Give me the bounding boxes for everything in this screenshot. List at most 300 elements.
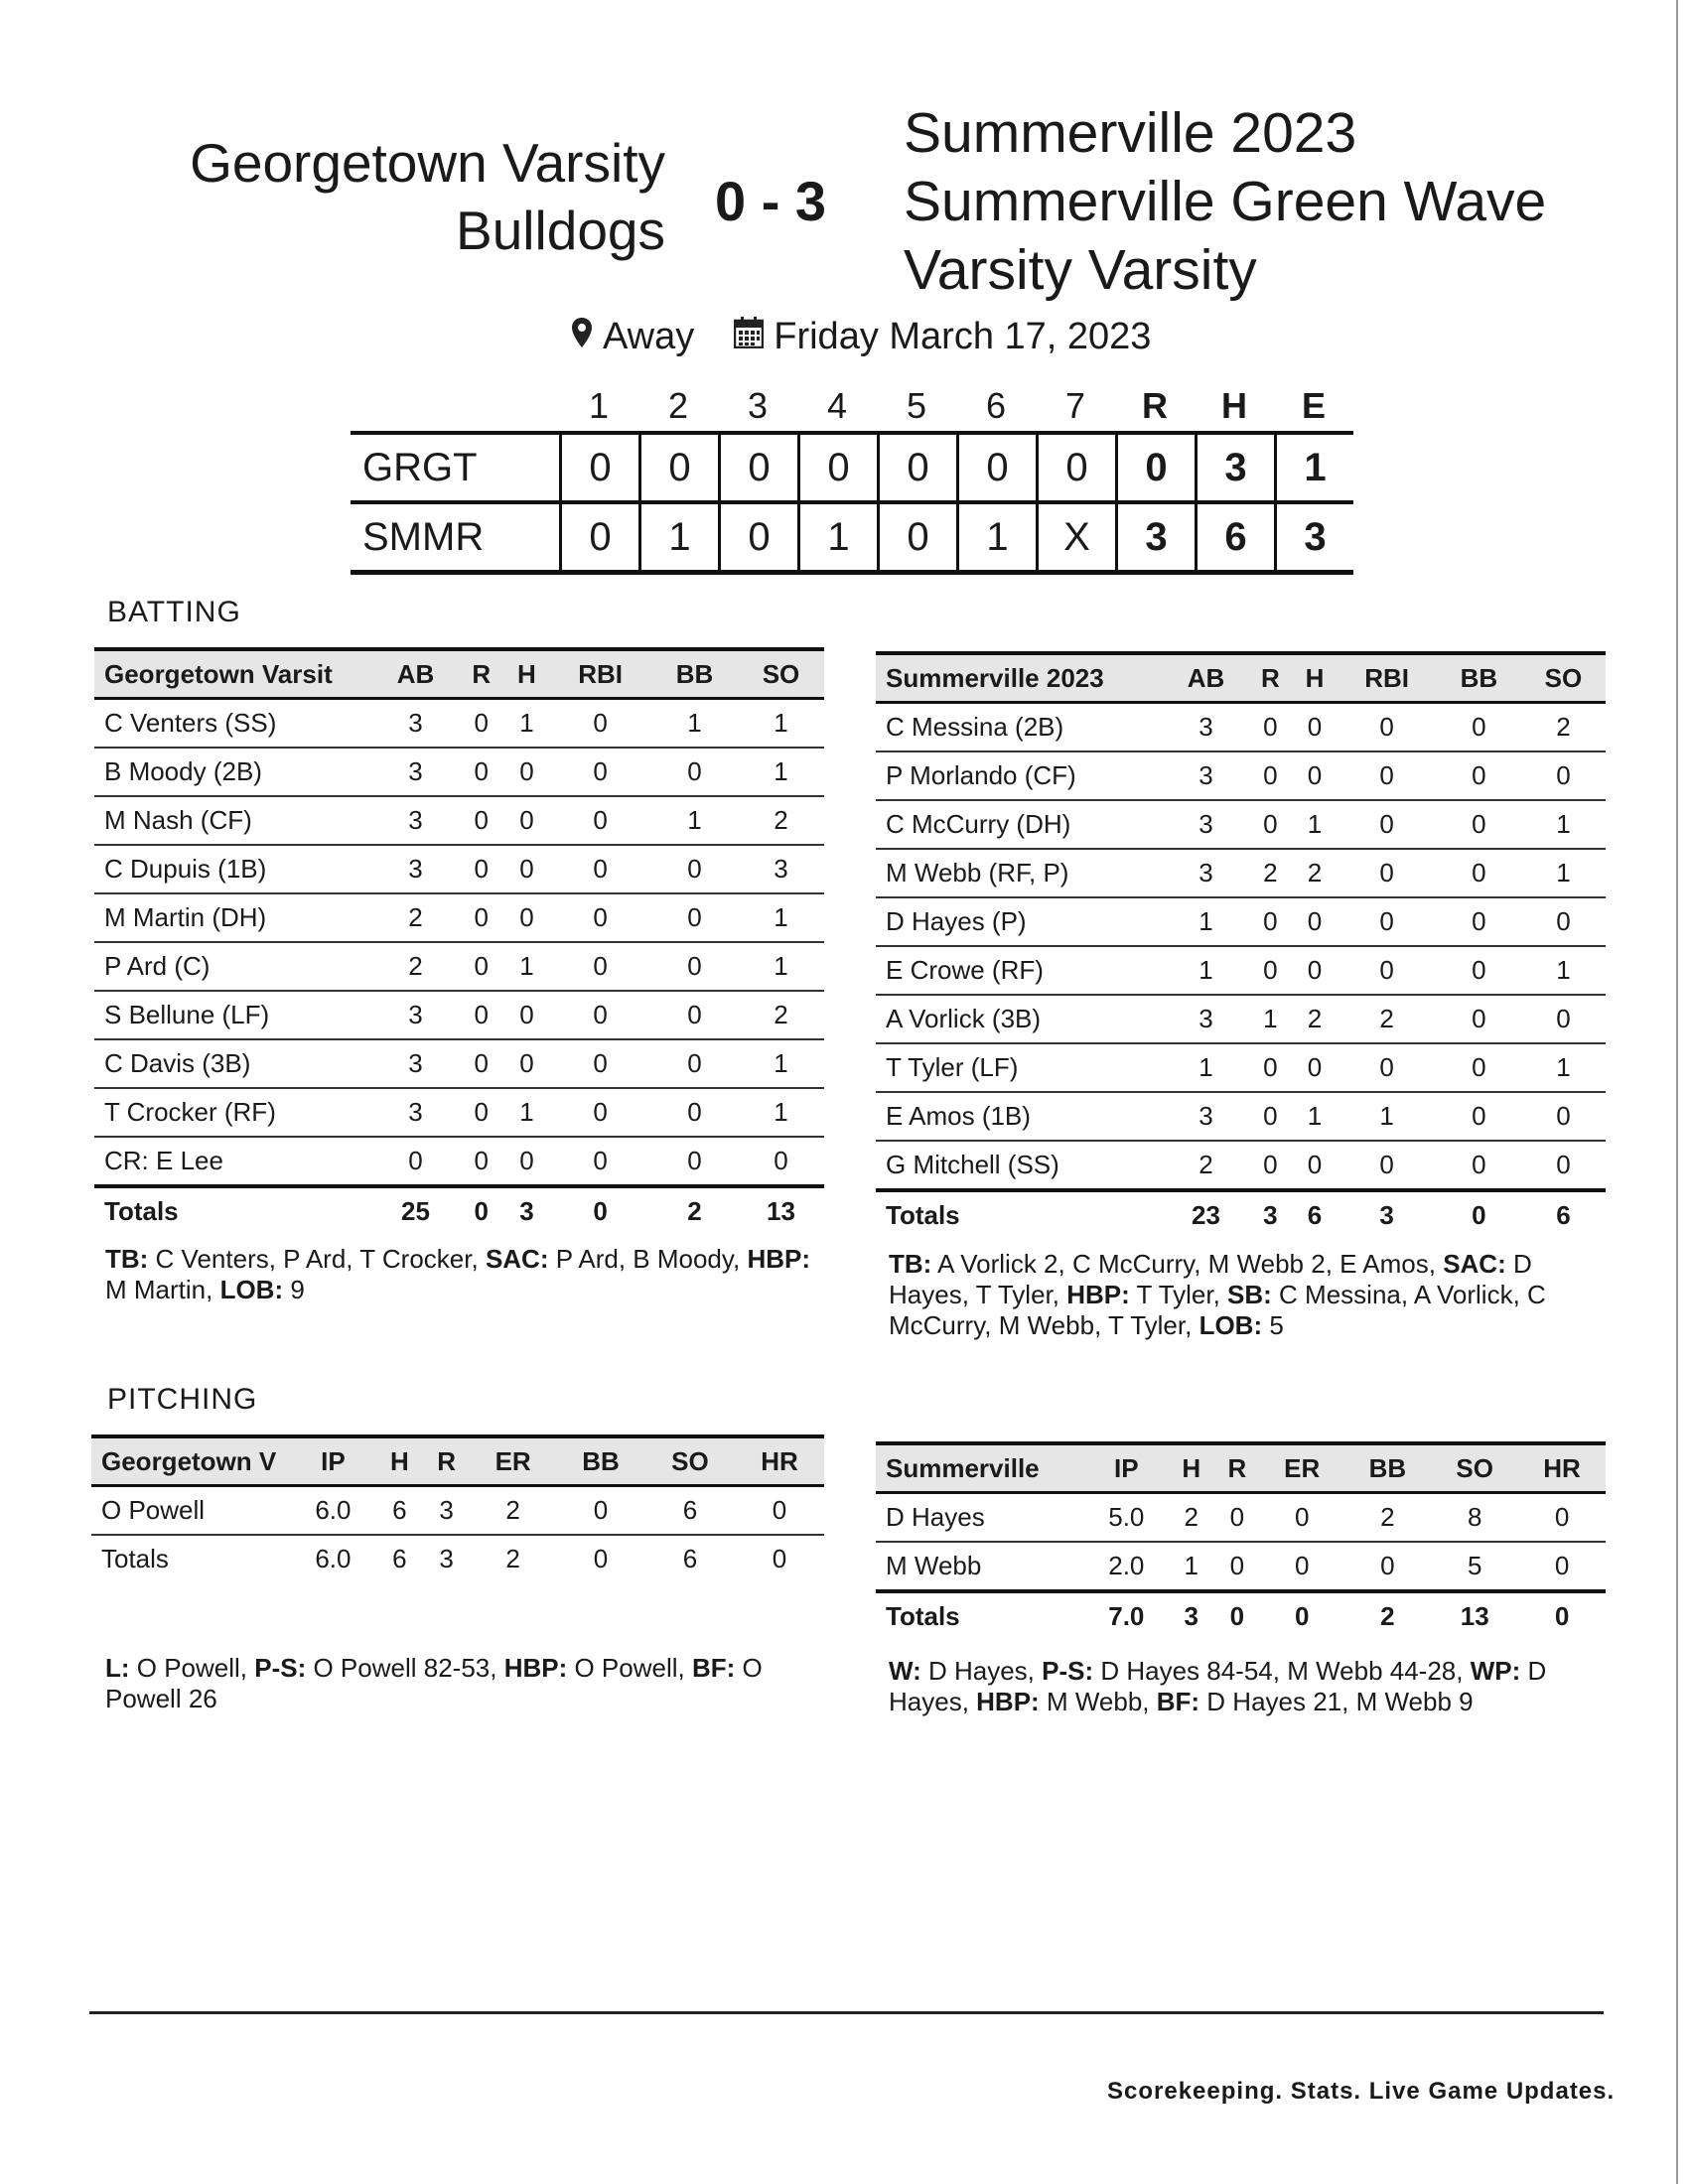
note-label: L:: [105, 1653, 130, 1683]
pitching-col-bb: BB: [1344, 1443, 1432, 1493]
linescore-errors: 1: [1274, 435, 1353, 500]
player-name: O Powell: [91, 1486, 290, 1536]
note-value: M Webb,: [1039, 1687, 1157, 1716]
batting-col-team: Summerville 2023: [876, 653, 1164, 703]
player-name: C McCurry (DH): [876, 800, 1164, 849]
linescore-row-away: [351, 500, 1353, 575]
stat-cell: 0: [1293, 946, 1338, 995]
stat-cell: 0: [1248, 946, 1293, 995]
linescore-inning: 0: [1036, 435, 1115, 500]
batting-row: [876, 897, 1606, 946]
totals-label: Totals: [876, 1591, 1084, 1640]
stat-cell: 3: [423, 1486, 470, 1536]
player-name: C Davis (3B): [94, 1039, 372, 1088]
stat-cell: 1: [504, 942, 550, 991]
stat-cell: 1: [1248, 995, 1293, 1043]
stat-cell: 0: [549, 796, 651, 845]
note-value: 9: [283, 1275, 305, 1304]
linescore-col-6: 6: [985, 385, 1007, 426]
note-value: 5: [1262, 1310, 1284, 1340]
batting-row: [876, 849, 1606, 897]
stat-cell: 0: [549, 893, 651, 942]
stat-cell: 0: [1437, 1043, 1521, 1092]
stat-cell: 0: [1437, 703, 1521, 752]
linescore-inning: 0: [877, 504, 956, 570]
stat-cell: 2: [1164, 1141, 1248, 1190]
note-label: LOB:: [219, 1275, 284, 1304]
linescore-col-1: 1: [588, 385, 610, 426]
batting-col-r: R: [1248, 653, 1293, 703]
pitching-col-h: H: [376, 1436, 423, 1486]
stat-cell: 0: [459, 942, 504, 991]
note-label: LOB:: [1198, 1310, 1263, 1340]
stat-cell: 1: [1521, 1043, 1606, 1092]
stat-cell: 0: [556, 1486, 645, 1536]
linescore-col-runs: R: [1142, 385, 1168, 426]
note-label: WP:: [1470, 1656, 1521, 1686]
stat-cell: 1: [738, 1039, 824, 1088]
stat-cell: 0: [651, 942, 738, 991]
batting-row: [94, 748, 824, 796]
stat-cell: 3: [738, 845, 824, 893]
stat-cell: 1: [1521, 800, 1606, 849]
stat-cell: 0: [1518, 1542, 1606, 1591]
stat-cell: 0: [1437, 946, 1521, 995]
batting-row: [94, 796, 824, 845]
stat-cell: 0: [1437, 1141, 1521, 1190]
pitching-col-h: H: [1169, 1443, 1214, 1493]
player-name: S Bellune (LF): [94, 991, 372, 1039]
pitching-col-team: Summerville: [876, 1443, 1084, 1493]
pitching-col-r: R: [423, 1436, 470, 1486]
stat-cell: 0: [549, 1039, 651, 1088]
totals-cell: 2: [505, 1544, 520, 1573]
location-text: Away: [603, 316, 695, 357]
player-name: M Martin (DH): [94, 893, 372, 942]
totals-cell: 6: [1293, 1190, 1338, 1239]
note-label: P-S:: [1042, 1656, 1094, 1686]
stat-cell: 0: [459, 1137, 504, 1186]
stat-cell: 0: [1521, 897, 1606, 946]
player-name: T Tyler (LF): [876, 1043, 1164, 1092]
totals-cell: 0: [549, 1186, 651, 1235]
pitching-notes-home: [105, 1653, 830, 1714]
totals-cell: 0: [1518, 1591, 1606, 1640]
stat-cell: 0: [504, 893, 550, 942]
linescore-team: SMMR: [362, 514, 485, 559]
stat-cell: 0: [549, 1137, 651, 1186]
stat-cell: 0: [1337, 703, 1437, 752]
batting-notes-home: [105, 1244, 820, 1305]
note-value: C Messina, A Vorlick, C McCurry, M Webb, T Tyler,: [889, 1280, 1546, 1340]
stat-cell: 3: [1164, 751, 1248, 800]
linescore-runs: 0: [1115, 435, 1195, 500]
note-label: HBP:: [1066, 1280, 1130, 1309]
linescore-inning: 0: [718, 435, 797, 500]
totals-cell: 7.0: [1084, 1591, 1169, 1640]
totals-cell: 0: [459, 1186, 504, 1235]
linescore-col-5: 5: [906, 385, 927, 426]
batting-row: [94, 1137, 824, 1186]
stat-cell: 0: [651, 893, 738, 942]
stat-cell: 0: [459, 699, 504, 749]
stat-cell: 0: [504, 748, 550, 796]
totals-cell: 3: [1337, 1190, 1437, 1239]
stat-cell: 0: [651, 1088, 738, 1137]
batting-table-home: [94, 647, 824, 1235]
batting-row: [94, 1039, 824, 1088]
linescore-inning: 1: [797, 504, 877, 570]
stat-cell: 2: [1169, 1493, 1214, 1543]
linescore-team: GRGT: [362, 445, 478, 489]
note-label: TB:: [105, 1244, 149, 1274]
totals-cell: 2: [1344, 1591, 1432, 1640]
home-team-line1: Georgetown Varsity: [190, 132, 665, 194]
player-name: C Dupuis (1B): [94, 845, 372, 893]
stat-cell: 1: [738, 699, 824, 749]
pitching-table-home: [91, 1434, 824, 1582]
batting-row: [94, 893, 824, 942]
stat-cell: 1: [738, 893, 824, 942]
linescore-inning: 1: [638, 504, 718, 570]
batting-row: [94, 699, 824, 749]
stat-cell: 0: [1437, 800, 1521, 849]
totals-cell: 0: [772, 1544, 787, 1573]
note-label: W:: [889, 1656, 921, 1686]
stat-cell: 0: [459, 991, 504, 1039]
stat-cell: 1: [1169, 1542, 1214, 1591]
stat-cell: 3: [372, 991, 459, 1039]
home-team-line2: Bulldogs: [456, 200, 665, 261]
batting-header-row: [876, 653, 1606, 703]
stat-cell: 0: [1248, 1141, 1293, 1190]
note-value: O Powell,: [129, 1653, 255, 1683]
totals-label: Totals: [876, 1190, 1164, 1239]
stat-cell: 0: [549, 1088, 651, 1137]
stat-cell: 0: [1337, 897, 1437, 946]
pitching-table-away: [876, 1441, 1606, 1640]
map-pin-icon: [571, 316, 593, 358]
totals-cell: 0: [1437, 1190, 1521, 1239]
pitching-header-row: [876, 1443, 1606, 1493]
stat-cell: 0: [549, 845, 651, 893]
stat-cell: 3: [1164, 1092, 1248, 1141]
away-team-line3: Varsity Varsity: [904, 238, 1257, 302]
note-label: BF:: [691, 1653, 736, 1683]
stat-cell: 2: [1521, 703, 1606, 752]
batting-col-h: H: [1293, 653, 1338, 703]
stat-cell: 3: [372, 699, 459, 749]
stat-cell: 0: [549, 699, 651, 749]
linescore-inning: 0: [718, 504, 797, 570]
page-edge-line: [1676, 0, 1678, 2184]
stat-cell: 0: [1437, 1092, 1521, 1141]
stat-cell: 3: [372, 845, 459, 893]
stat-cell: 1: [1293, 800, 1338, 849]
stat-cell: 0: [735, 1486, 824, 1536]
linescore-hits: 6: [1195, 504, 1274, 570]
stat-cell: 3: [372, 1039, 459, 1088]
stat-cell: 0: [1521, 1092, 1606, 1141]
stat-cell: 0: [1337, 800, 1437, 849]
batting-row: [94, 845, 824, 893]
note-value: A Vorlick 2, C McCurry, M Webb 2, E Amos,: [931, 1249, 1444, 1279]
player-name: C Venters (SS): [94, 699, 372, 749]
stat-cell: 2: [1293, 995, 1338, 1043]
stat-cell: 1: [1521, 946, 1606, 995]
stat-cell: 6: [645, 1486, 735, 1536]
stat-cell: 3: [372, 748, 459, 796]
linescore-inning: 0: [559, 435, 638, 500]
player-name: M Webb (RF, P): [876, 849, 1164, 897]
batting-col-ab: AB: [1164, 653, 1248, 703]
stat-cell: 6: [376, 1486, 423, 1536]
batting-col-team: Georgetown Varsit: [94, 649, 372, 699]
pitching-totals-row: [91, 1535, 824, 1582]
pitching-col-bb: BB: [556, 1436, 645, 1486]
game-meta: [571, 316, 1151, 358]
stat-cell: 3: [1164, 849, 1248, 897]
stat-cell: 0: [1293, 751, 1338, 800]
stat-cell: 5: [1431, 1542, 1518, 1591]
game-date: Friday March 17, 2023: [774, 316, 1152, 357]
player-name: G Mitchell (SS): [876, 1141, 1164, 1190]
batting-col-r: R: [459, 649, 504, 699]
stat-cell: 1: [1164, 897, 1248, 946]
stat-cell: 0: [1260, 1493, 1344, 1543]
stat-cell: 0: [1437, 751, 1521, 800]
note-label: P-S:: [254, 1653, 307, 1683]
stat-cell: 0: [459, 893, 504, 942]
stat-cell: 2: [470, 1486, 556, 1536]
linescore-runs: 3: [1115, 504, 1195, 570]
player-name: T Crocker (RF): [94, 1088, 372, 1137]
stat-cell: 0: [1248, 751, 1293, 800]
stat-cell: 0: [504, 845, 550, 893]
stat-cell: 1: [504, 699, 550, 749]
stat-cell: 1: [1164, 946, 1248, 995]
stat-cell: 2: [1248, 849, 1293, 897]
stat-cell: 3: [1164, 995, 1248, 1043]
totals-cell: 6: [682, 1544, 698, 1573]
totals-cell: 0: [1260, 1591, 1344, 1640]
footer-divider: [89, 2011, 1604, 2014]
stat-cell: 1: [738, 942, 824, 991]
stat-cell: 0: [1437, 897, 1521, 946]
batting-row: [876, 1092, 1606, 1141]
totals-cell: 6: [1521, 1190, 1606, 1239]
batting-row: [876, 995, 1606, 1043]
footer-tagline: Scorekeeping. Stats. Live Game Updates.: [1107, 2078, 1616, 2105]
linescore-inning: 0: [877, 435, 956, 500]
stat-cell: 0: [1248, 1043, 1293, 1092]
stat-cell: 2: [1337, 995, 1437, 1043]
away-team-line2: Summerville Green Wave: [904, 170, 1547, 233]
totals-label: Totals: [101, 1544, 169, 1573]
stat-cell: 0: [1337, 946, 1437, 995]
stat-cell: 0: [1248, 800, 1293, 849]
stat-cell: 0: [459, 845, 504, 893]
linescore-row-home: [351, 431, 1353, 500]
player-name: CR: E Lee: [94, 1137, 372, 1186]
linescore-col-4: 4: [826, 385, 848, 426]
stat-cell: 0: [1521, 995, 1606, 1043]
batting-col-rbi: RBI: [1337, 653, 1437, 703]
linescore-header: [351, 381, 1353, 431]
player-name: P Ard (C): [94, 942, 372, 991]
batting-col-bb: BB: [651, 649, 738, 699]
stat-cell: 0: [459, 748, 504, 796]
linescore: [351, 381, 1353, 575]
totals-cell: 3: [1169, 1591, 1214, 1640]
totals-cell: 3: [1248, 1190, 1293, 1239]
linescore-inning: X: [1036, 504, 1115, 570]
stat-cell: 0: [504, 796, 550, 845]
batting-table-away: [876, 651, 1606, 1239]
player-name: E Crowe (RF): [876, 946, 1164, 995]
stat-cell: 1: [1337, 1092, 1437, 1141]
stat-cell: 0: [549, 991, 651, 1039]
stat-cell: 2: [1344, 1493, 1432, 1543]
player-name: M Webb: [876, 1542, 1084, 1591]
totals-cell: 25: [372, 1186, 459, 1235]
home-team-name: [149, 129, 665, 264]
linescore-inning: 0: [956, 435, 1036, 500]
note-label: TB:: [889, 1249, 932, 1279]
note-value: D Hayes,: [889, 1656, 1547, 1716]
stat-cell: 0: [651, 1039, 738, 1088]
pitching-col-er: ER: [470, 1436, 556, 1486]
pitching-col-r: R: [1214, 1443, 1260, 1493]
note-value: D Hayes, T Tyler,: [889, 1249, 1532, 1309]
stat-cell: 8: [1431, 1493, 1518, 1543]
stat-cell: 0: [1260, 1542, 1344, 1591]
stat-cell: 2: [738, 796, 824, 845]
stat-cell: 1: [1521, 849, 1606, 897]
stat-cell: 0: [1518, 1493, 1606, 1543]
pitching-section-label: PITCHING: [107, 1383, 258, 1416]
note-value: T Tyler,: [1129, 1280, 1228, 1309]
stat-cell: 0: [504, 991, 550, 1039]
stat-cell: 3: [1164, 703, 1248, 752]
stat-cell: 0: [1214, 1542, 1260, 1591]
stat-cell: 0: [549, 748, 651, 796]
totals-cell: 23: [1164, 1190, 1248, 1239]
stat-cell: 0: [1293, 1043, 1338, 1092]
batting-col-so: SO: [738, 649, 824, 699]
stat-cell: 0: [1248, 703, 1293, 752]
batting-col-so: SO: [1521, 653, 1606, 703]
note-label: HBP:: [976, 1687, 1040, 1716]
batting-row: [94, 1088, 824, 1137]
stat-cell: 0: [1337, 849, 1437, 897]
player-name: P Morlando (CF): [876, 751, 1164, 800]
pitching-col-team: Georgetown V: [91, 1436, 290, 1486]
stat-cell: 0: [651, 845, 738, 893]
pitching-col-so: SO: [645, 1436, 735, 1486]
note-label: HBP:: [503, 1653, 568, 1683]
pitching-notes-away: [889, 1656, 1604, 1717]
linescore-inning: 0: [638, 435, 718, 500]
linescore-inning: 0: [559, 504, 638, 570]
totals-cell: 3: [504, 1186, 550, 1235]
stat-cell: 0: [1337, 1043, 1437, 1092]
stat-cell: 0: [1293, 703, 1338, 752]
batting-section-label: BATTING: [107, 596, 241, 628]
note-value: O Powell 26: [105, 1653, 763, 1713]
stat-cell: 3: [1164, 800, 1248, 849]
stat-cell: 0: [459, 796, 504, 845]
totals-cell: 13: [1431, 1591, 1518, 1640]
stat-cell: 0: [1337, 1141, 1437, 1190]
totals-cell: 2: [651, 1186, 738, 1235]
pitching-row: [91, 1486, 824, 1536]
note-label: BF:: [1156, 1687, 1200, 1716]
pitching-col-so: SO: [1431, 1443, 1518, 1493]
linescore-col-hits: H: [1221, 385, 1247, 426]
batting-col-ab: AB: [372, 649, 459, 699]
totals-cell: 0: [1214, 1591, 1260, 1640]
stat-cell: 0: [1437, 995, 1521, 1043]
batting-col-h: H: [504, 649, 550, 699]
stat-cell: 0: [738, 1137, 824, 1186]
pitching-col-hr: HR: [1518, 1443, 1606, 1493]
note-value: M Martin,: [105, 1275, 220, 1304]
player-name: C Messina (2B): [876, 703, 1164, 752]
stat-cell: 5.0: [1084, 1493, 1169, 1543]
player-name: B Moody (2B): [94, 748, 372, 796]
note-value: P Ard, B Moody,: [548, 1244, 741, 1274]
note-label: HBP:: [747, 1244, 810, 1274]
player-name: M Nash (CF): [94, 796, 372, 845]
note-label: SAC:: [485, 1244, 549, 1274]
stat-cell: 0: [1293, 897, 1338, 946]
stat-cell: 1: [651, 699, 738, 749]
linescore-col-2: 2: [667, 385, 689, 426]
pitching-totals-row: [876, 1591, 1606, 1640]
stat-cell: 0: [459, 1039, 504, 1088]
stat-cell: 2: [372, 893, 459, 942]
final-score: 0 - 3: [715, 170, 827, 232]
linescore-col-3: 3: [747, 385, 769, 426]
stat-cell: 0: [1521, 1141, 1606, 1190]
linescore-errors: 3: [1274, 504, 1353, 570]
stat-cell: 0: [1337, 751, 1437, 800]
player-name: D Hayes (P): [876, 897, 1164, 946]
totals-label: Totals: [94, 1186, 372, 1235]
batting-row: [94, 942, 824, 991]
batting-row: [94, 991, 824, 1039]
stat-cell: 0: [1521, 751, 1606, 800]
totals-cell: 13: [738, 1186, 824, 1235]
stat-cell: 6.0: [290, 1486, 376, 1536]
note-value: D Hayes 21, M Webb 9: [1199, 1687, 1474, 1716]
pitching-col-hr: HR: [735, 1436, 824, 1486]
note-value: D Hayes,: [920, 1656, 1043, 1686]
linescore-col-7: 7: [1064, 385, 1086, 426]
pitching-row: [876, 1493, 1606, 1543]
totals-cell: 6.0: [315, 1544, 352, 1573]
stat-cell: 0: [1248, 1092, 1293, 1141]
stat-cell: 2: [372, 942, 459, 991]
stat-cell: 0: [1214, 1493, 1260, 1543]
stat-cell: 1: [738, 1088, 824, 1137]
pitching-col-er: ER: [1260, 1443, 1344, 1493]
totals-cell: 6: [392, 1544, 407, 1573]
note-label: SB:: [1227, 1280, 1272, 1309]
batting-row: [876, 703, 1606, 752]
stat-cell: 0: [1293, 1141, 1338, 1190]
